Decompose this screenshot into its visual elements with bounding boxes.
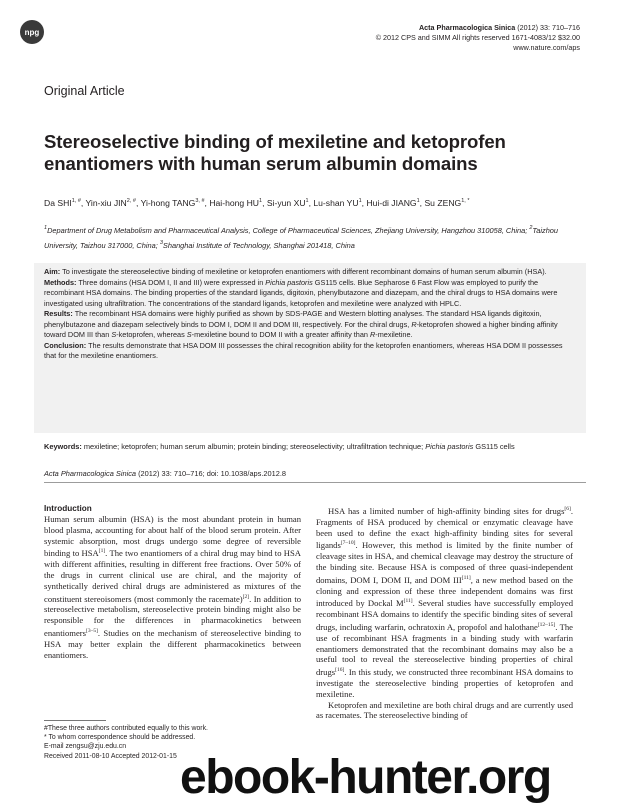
footnote-divider bbox=[44, 720, 106, 721]
author: Da $SHI^{1, \#}$ bbox=[44, 198, 81, 208]
author: Lu-shan $YU^1$ bbox=[313, 198, 362, 208]
journal-header bbox=[376, 23, 580, 53]
body-paragraph: HSA has a limited number of high-affinity binding sites for drugs[6]. Fragments of HSA produced by chemical or enzymatic cleavage have been used to define the exact high-affinity binding sites for several ligands[7–10]. However, this method is limited by the finite number of cleavage sites in HSA, and chemical cleavage may destroy the structure of the binding site. Because HSA is composed of three quasi-independent domains, DOM I, DOM II, and DOM III[11], a new method based on the cloning and expression of these three independent domains was first introduced by Dockal M[11]. Several studies have successfully employed recombinant HSA domains to identify the specific binding sites of several drugs, including warfarin, ochratoxin A, propofol and halothane[12–15]. The use of recombinant HSA fragments in a binding study with warfarin enantiomers demonstrated that the recombinant domains may also be a useful tool to reveal the stereoselective binding properties of chiral drugs[16]. In this study, we constructed three recombinant HSA domains to investigate the stereoselective binding properties of ketoprofen and mexiletine. bbox=[316, 506, 573, 699]
article-type: Original Article bbox=[44, 84, 125, 98]
divider bbox=[44, 482, 586, 483]
author: Yin-xiu $JIN^{2, \#}$ bbox=[85, 198, 136, 208]
citation-line: Acta Pharmacologica Sinica (2012) 33: 710–716; doi: 10.1038/aps.2012.8 bbox=[44, 469, 287, 478]
footnote-correspondence: * To whom correspondence should be addressed. bbox=[44, 734, 196, 742]
body-paragraph: Ketoprofen and mexiletine are both chiral drugs and are currently used as racemates. The stereoselective binding of bbox=[316, 699, 573, 721]
abstract-methods: Methods: Three domains (HSA DOM I, II and III) were expressed in Pichia pastoris GS115 cells. Blue Sepharose 6 Fast Flow was employed to purify the recombinant HSA domains. The binding properties of the standard ligands, digitoxin, phenylbutazone and diazepam, and the chiral drugs to HSA domains were investigated using ultrafiltration. The concentrations of the standard ligands, ketoprofen and mexiletine were analyzed with HPLC. bbox=[44, 277, 558, 308]
watermark: ebook-hunter.org bbox=[180, 751, 551, 804]
npg-logo: npg bbox=[20, 20, 44, 44]
right-column bbox=[316, 504, 573, 721]
journal-name: Acta Pharmacologica Sinica bbox=[418, 23, 516, 32]
author: Hai-hong $HU^1$ bbox=[209, 198, 263, 208]
intro-paragraph: Human serum albumin (HSA) is the most abundant protein in human blood plasma, accounting for about half of the blood serum protein. After systemic absorption, most drugs undergo some degree of reversible binding to HSA[1]. The two enantiomers of a chiral drug may bind to HSA with different affinities, resulting in different free fractions. Over 50% of the drugs in current clinical use are chiral, and the majority of synthetically derived chiral drugs are administered as mixtures of the constituent stereoisomers (most commonly the racemate)[2]. In addition to stereoselective metabolism, stereoselective protein binding might also be responsible for the differences in pharmacokinetics between enantiomers[3–5]. Studies on the mechanism of stereoselective binding to HSA may better explain the different pharmacokinetics between enantiomers. bbox=[44, 514, 302, 660]
abstract-conclusion: Conclusion: The results demonstrate that HSA DOM III possesses the chiral recognition ability for the ketoprofen enantiomers, whereas HSA DOM II possesses that for the mexiletine enantiomers. bbox=[44, 340, 563, 360]
article-title: Stereoselective binding of mexiletine and ketoprofen enantiomers with human serum albumin domains bbox=[44, 131, 506, 174]
author: Su $ZENG^{1, *}$ bbox=[424, 198, 470, 208]
journal-ref: (2012) 33: 710–716 bbox=[517, 23, 580, 32]
copyright-line: © 2012 CPS and SIMM All rights reserved 1671-4083/12 $32.00 bbox=[375, 33, 580, 42]
keywords: Keywords: mexiletine; ketoprofen; human serum albumin; protein binding; stereoselectivity; ultrafiltration technique; Pichia pastoris GS115 cells bbox=[44, 442, 515, 451]
intro-heading: Introduction bbox=[44, 504, 92, 513]
journal-website: www.nature.com/aps bbox=[513, 43, 580, 52]
abstract-box bbox=[34, 263, 586, 433]
journal-header-line1 bbox=[376, 23, 580, 33]
affiliations: $^1$Department of Drug Metabolism and Pharmaceutical Analysis, College of Pharmaceutical Sciences, Zhejiang University, Hangzhou 310058, China; $^2$Taizhou University, Taizhou 317000, China; $^3$Shanghai Institute of Technology, Shanghai 201418, China bbox=[44, 225, 559, 250]
footnote-email: E-mail zengsu@zju.edu.cn bbox=[44, 743, 127, 751]
abstract-results: Results: The recombinant HSA domains were highly purified as shown by SDS-PAGE and Western blotting analyses. The standard HSA ligands digitoxin, phenylbutazone and diazepam selectively binds to DOM I, DOM II and DOM III, respectively. For the chiral drugs, R-ketoprofen showed a higher binding affinity toward DOM III than S-ketoprofen, whereas S-mexiletine bound to DOM II with a greater affinity than R-mexiletine. bbox=[44, 309, 558, 339]
author: Hui-di JIANG$^1$ bbox=[366, 198, 420, 208]
author: Yi-hong $TANG^{3, \#}$ bbox=[140, 198, 205, 208]
author-list: Da $SHI^{1, \#}$, Yin-xiu $JIN^{2, \#}$, Yi-hong $TANG^{3, \#}$, Hai-hong $HU^1$, Si-yun $XU^1$, Lu-shan $YU^1$, Hui-di JIANG$^1$, Su $ZENG^{1, *}$ bbox=[44, 198, 470, 208]
author: Si-yun $XU^1$ bbox=[266, 198, 309, 208]
footnote-equal-contribution: #These three authors contributed equally to this work. bbox=[44, 725, 208, 732]
abstract-aim: Aim: To investigate the stereoselective binding of mexiletine or ketoprofen enantiomers with different recombinant domains of human serum albumin (HSA). bbox=[44, 267, 547, 276]
intro-column bbox=[44, 503, 301, 660]
footnote-dates: Received 2011-08-10 Accepted 2012-01-15 bbox=[44, 752, 177, 760]
